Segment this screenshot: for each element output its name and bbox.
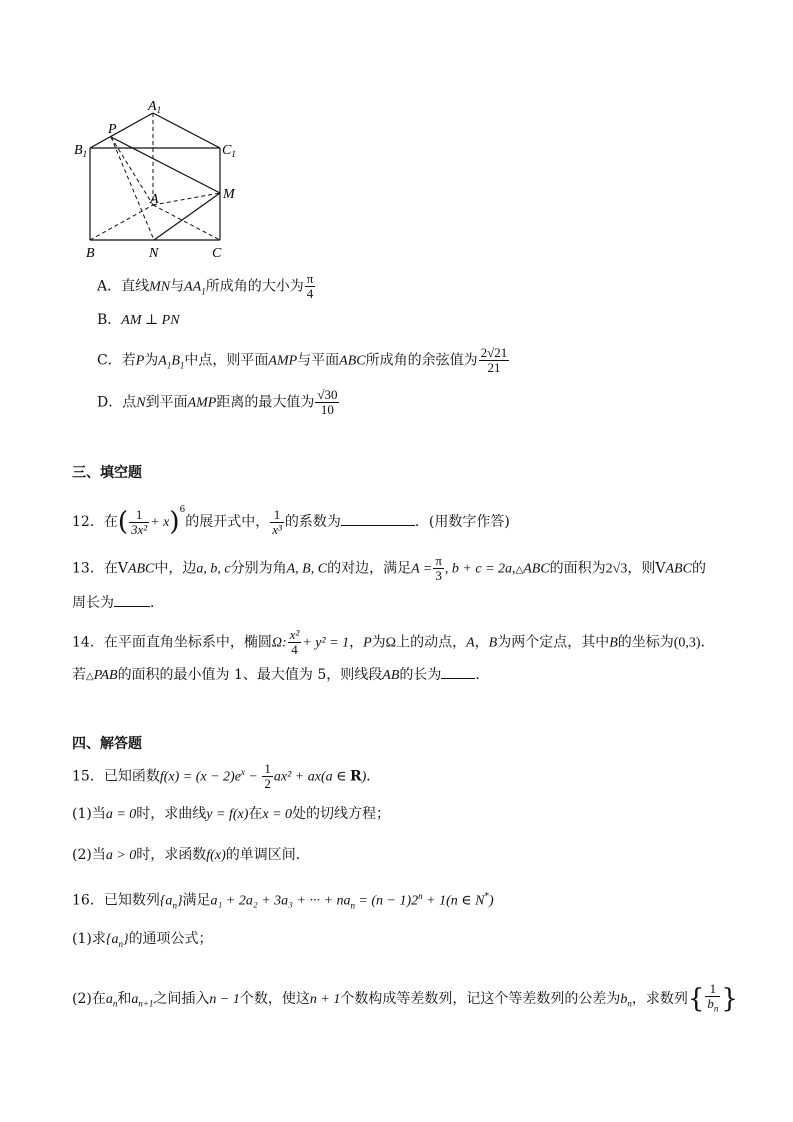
q15-minus: − <box>244 769 262 785</box>
q13-line2-a: 周长为 <box>72 595 114 611</box>
option-a-label: A．直线 <box>97 278 150 295</box>
q15-dom: (a ∈ <box>320 769 350 785</box>
q14-line2-d: ． <box>475 667 490 683</box>
q13-g: 的 <box>691 560 706 577</box>
q16-seq: {a <box>159 893 173 909</box>
option-c-amp: AMP <box>268 353 298 369</box>
question-15-part1 <box>72 804 390 825</box>
q15-p2-b: 时，求函数 <box>136 847 207 863</box>
q14-pab: PAB <box>93 668 118 683</box>
option-d-mid: 到平面 <box>145 394 188 411</box>
question-15 <box>72 762 380 791</box>
q16-sum-sub: n <box>350 900 355 911</box>
q12-tail2: 的系数为 <box>284 514 341 530</box>
q14-p: P <box>363 635 372 651</box>
q12-lparen: ( <box>117 507 128 537</box>
q15-p1-y: y = f(x) <box>206 807 249 822</box>
option-c-abc: ABC <box>339 353 366 369</box>
edge-b-a <box>90 205 153 240</box>
q16-a: 16．已知数列 <box>72 892 160 909</box>
q15-ax2: ax² + ax <box>273 769 321 785</box>
q16-p2-an: a <box>105 991 113 1007</box>
question-16-part1 <box>72 929 213 954</box>
q16-pow: n <box>418 891 423 901</box>
q12-fraction1: $\frac{1}{\text{3x²}}$ <box>130 506 148 537</box>
q12-tail3: ．(用数字作答) <box>414 514 510 530</box>
q16-dom-close: ) <box>488 893 494 909</box>
q12-exponent: 6 <box>179 505 186 515</box>
option-c-mid: 为 <box>144 352 159 369</box>
q16-sum: a₁ + 2a₂ + 3a₃ + ··· + na <box>210 893 351 909</box>
q14-d: 上的动点， <box>396 634 467 651</box>
q15-p1-a: (1)当 <box>72 806 106 822</box>
q16-p2-cnt: n − 1 <box>209 991 240 1007</box>
label-m: M <box>223 187 235 202</box>
q14-a: 14．在平面直角坐标系中，椭圆 <box>72 634 272 651</box>
q15-R: R <box>349 768 362 785</box>
label-c: C <box>212 246 222 261</box>
option-a <box>97 272 316 301</box>
option-c-fraction: $\frac{2√21}{21}$ <box>480 345 508 375</box>
q12-rparen: ) <box>169 507 180 537</box>
option-c-p: P <box>135 353 145 369</box>
q13-answer-blank <box>114 592 150 607</box>
q13-line2-b: ． <box>150 595 164 611</box>
q13-a: 13．在 <box>72 560 118 577</box>
q14-B: B <box>488 635 498 651</box>
q16-eq: = (n − 1)2 <box>354 893 419 909</box>
q14-B2: B <box>609 635 618 651</box>
q16-p2-d: 个数，使这 <box>239 990 310 1007</box>
q16-b: 满足 <box>182 892 211 909</box>
option-a-aa-sub: 1 <box>201 286 206 297</box>
q15-p1-d: 处的切线方程； <box>292 806 391 822</box>
q15-a: 15．已知函数 <box>72 768 160 785</box>
q14-line2-a: 若 <box>72 667 86 683</box>
q14-e: ， <box>474 634 489 651</box>
option-b-expr: AM ⊥ PN <box>121 313 180 328</box>
q16-p2-c: 之间插入 <box>153 990 210 1007</box>
option-d-fraction: $\frac{√30}{10}$ <box>317 387 338 417</box>
q13-cond: , b + c = 2a, <box>444 561 516 577</box>
label-b1: $B_1$ <box>74 143 88 159</box>
q13-c: 分别为角 <box>230 560 287 577</box>
q16-rbrace: } <box>721 983 738 1014</box>
label-a1: $A_1$ <box>148 99 162 115</box>
question-12 <box>72 500 510 537</box>
option-d-amp: AMP <box>187 395 217 411</box>
q14-f: 为两个定点，其中 <box>497 634 610 651</box>
section-title-fill-blank: 三、填空题 <box>72 465 142 481</box>
q13-abc3: ABC <box>665 561 692 577</box>
q15-p1-b: 时，求曲线 <box>136 806 207 822</box>
option-c-tail: 所成角的余弦值为 <box>365 352 478 369</box>
label-a: A <box>150 192 159 207</box>
option-d-n: N <box>136 395 146 411</box>
q13-abc2: ABC <box>523 561 550 577</box>
q16-p2-f: ，求数列 <box>631 990 688 1007</box>
question-14-line2 <box>72 664 489 687</box>
q16-seq-sub: n <box>172 900 177 911</box>
option-a-tail: 所成角的大小为 <box>205 278 304 295</box>
option-a-mn: MN <box>149 279 171 295</box>
option-c-a: A <box>158 353 167 369</box>
option-c-b-sub: 1 <box>179 360 185 371</box>
q14-line2-b: 的面积的最小值为 1、最大值为 5，则线段 <box>117 667 383 683</box>
q14-answer-blank <box>441 664 475 679</box>
q14-g: 的坐标为 <box>617 634 674 651</box>
q12-tail1: 的展开式中， <box>185 514 270 530</box>
edge-a-m <box>153 193 220 205</box>
question-14-line1 <box>72 628 715 657</box>
q14-ab: AB <box>382 668 400 683</box>
option-a-mid: 与 <box>170 278 185 295</box>
q16-plus1: + 1 <box>422 893 447 909</box>
label-n: N <box>149 246 159 261</box>
q14-A: A <box>466 635 475 651</box>
q16-p1-a: (1)求 <box>72 931 106 947</box>
q16-p2-e: 个数构成等差数列，记这个等差数列的公差为 <box>340 990 621 1007</box>
q16-star: * <box>484 892 489 902</box>
q15-close: ) <box>361 769 367 785</box>
q14-omega2: Ω <box>385 635 397 651</box>
question-13-line2 <box>72 592 164 613</box>
q13-angles: A, B, C <box>286 561 328 577</box>
q15-p2-f: f(x) <box>206 848 226 863</box>
question-16-part2 <box>72 982 738 1016</box>
q16-lbrace: { <box>687 983 705 1014</box>
q14-h: ． <box>700 634 715 651</box>
q16-p2-bn: n <box>627 998 632 1009</box>
label-p: P <box>108 122 117 137</box>
q16-p2-cnt2: n + 1 <box>309 991 341 1007</box>
q15-p1-x: x = 0 <box>262 807 293 822</box>
q16-p1-b: 的通项公式； <box>128 931 213 947</box>
q12-number: 12．在 <box>72 514 118 530</box>
q13-pi-over-3: $\frac{\pi}{3}$ <box>435 553 442 583</box>
q15-exp: x <box>240 767 245 777</box>
q15-p2-cond: a > 0 <box>105 848 137 863</box>
q16-dom: (n ∈ N <box>446 893 485 909</box>
section-title-solutions: 四、解答题 <box>72 736 142 752</box>
q15-dot: ． <box>366 768 381 785</box>
q16-p2-b: 和 <box>117 990 132 1007</box>
q16-p2-n1: n+1 <box>138 998 154 1009</box>
q16-reciprocal-b: $\frac{1}{b_n}$ <box>707 981 719 1014</box>
label-b: B <box>86 246 95 261</box>
q13-sides: a, b, c <box>196 561 231 577</box>
q13-e: 的面积为 <box>549 560 606 577</box>
q14-coord: (0,3) <box>673 635 701 651</box>
option-c <box>97 346 510 375</box>
q14-line2-c: 的长为 <box>399 667 442 683</box>
q15-p1-c: 在 <box>248 806 263 822</box>
option-c-b: B <box>171 353 180 369</box>
option-b-label: B． <box>97 312 122 328</box>
q13-tri2: △ <box>515 564 524 576</box>
q13-a-eq: A = <box>411 561 433 577</box>
edge-p-m <box>111 137 220 193</box>
q13-tri3: V <box>655 560 666 577</box>
q13-d: 的对边，满足 <box>327 560 412 577</box>
q15-p2-c: 的单调区间． <box>225 847 310 863</box>
edge-a1-c1 <box>153 113 220 148</box>
q16-p1-close: } <box>122 932 129 947</box>
q16-seq-close: } <box>176 893 183 909</box>
option-c-mid2: 中点，则平面 <box>184 352 269 369</box>
q16-p2-a: (2)在 <box>72 990 106 1007</box>
option-d-label: D．点 <box>97 394 137 411</box>
question-16 <box>72 886 494 915</box>
q14-rest-eq: + y² = 1 <box>302 635 350 651</box>
q14-tri: △ <box>86 671 94 682</box>
option-b <box>97 310 180 331</box>
label-c1: $C_1$ <box>222 143 236 159</box>
q13-tri: V <box>117 560 128 577</box>
option-c-a-sub: 1 <box>166 360 172 371</box>
q14-x2-over-4: $\frac{\text{x²}}{4}$ <box>289 627 300 657</box>
q16-p1-sub: n <box>118 938 123 949</box>
q13-f: ，则 <box>627 560 656 577</box>
q15-p1-cond: a = 0 <box>105 807 137 822</box>
q14-b: ， <box>349 634 364 651</box>
q15-half: $\frac{1}{2}$ <box>264 761 271 792</box>
q16-p2-n: n <box>112 998 118 1009</box>
option-d-tail: 距离的最大值为 <box>216 394 315 411</box>
q16-p2-an1: a <box>131 991 139 1007</box>
q12-plus-x: + x <box>150 515 170 530</box>
q12-fraction2: $\frac{1}{\text{x³}}$ <box>272 506 282 537</box>
option-c-label: C．若 <box>97 352 136 369</box>
q16-p2-bvar: b <box>620 991 628 1007</box>
prism-figure <box>70 95 250 265</box>
q13-abc: ABC <box>127 561 155 577</box>
question-15-part2 <box>72 845 310 866</box>
option-d <box>97 388 340 417</box>
q14-omega: Ω: <box>271 635 287 651</box>
q13-b: 中，边 <box>154 560 197 577</box>
option-c-mid3: 与平面 <box>297 352 340 369</box>
q13-area: 2√3 <box>605 561 628 577</box>
q15-p2-a: (2)当 <box>72 847 106 863</box>
q16-p1-seq: {a <box>105 932 119 947</box>
question-13-line1 <box>72 554 706 583</box>
q15-fx: f(x) = (x − 2)e <box>159 769 241 785</box>
option-a-aa: AA <box>184 279 202 295</box>
edge-a-c <box>153 205 220 240</box>
option-a-fraction: $\frac{\pi}{4}$ <box>306 271 314 301</box>
q14-c: 为 <box>371 634 386 651</box>
edge-n-m <box>154 193 220 240</box>
q12-answer-blank <box>341 511 415 526</box>
